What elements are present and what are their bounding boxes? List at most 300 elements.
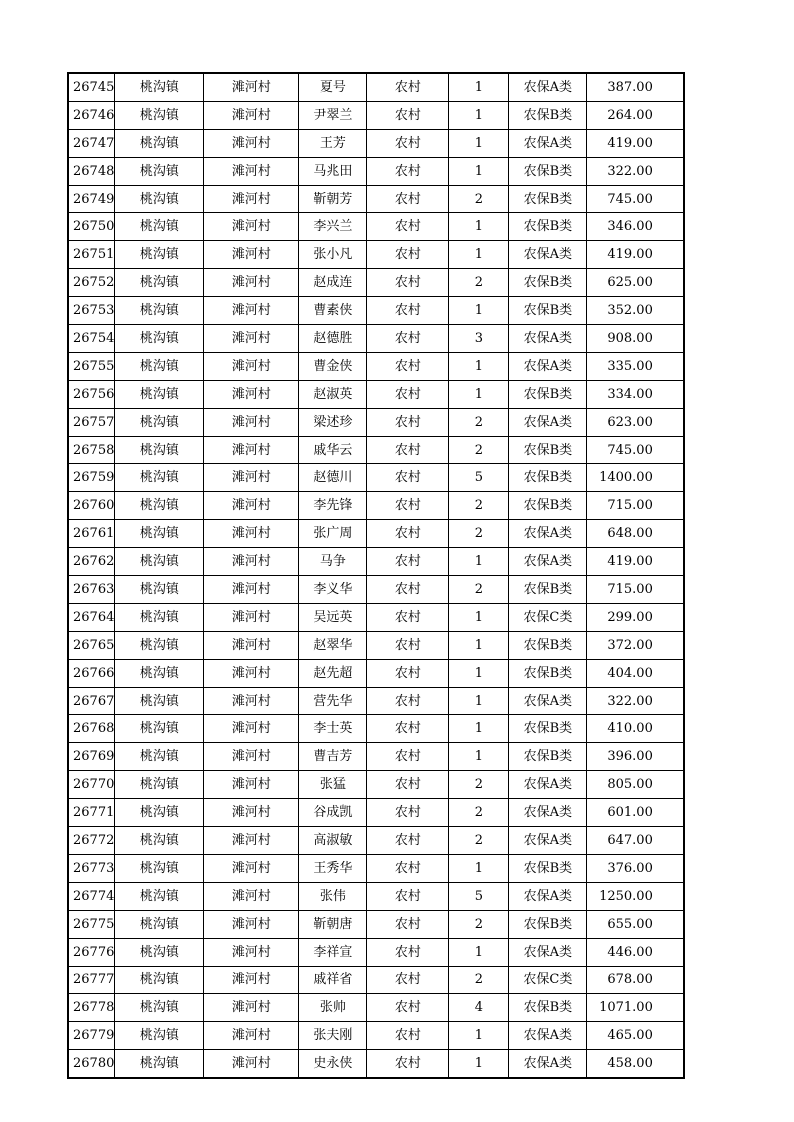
cell-record-id: 26773 xyxy=(68,854,115,882)
cell-household-type: 农村 xyxy=(367,799,449,827)
cell-amount: 647.00 xyxy=(587,827,684,855)
cell-member-count: 2 xyxy=(449,910,509,938)
cell-household-type: 农村 xyxy=(367,966,449,994)
cell-name: 赵德川 xyxy=(299,464,367,492)
cell-record-id: 26760 xyxy=(68,492,115,520)
cell-household-type: 农村 xyxy=(367,241,449,269)
cell-member-count: 1 xyxy=(449,938,509,966)
cell-village: 滩河村 xyxy=(204,380,299,408)
cell-amount: 419.00 xyxy=(587,241,684,269)
cell-amount: 396.00 xyxy=(587,743,684,771)
cell-town: 桃沟镇 xyxy=(115,994,204,1022)
cell-town: 桃沟镇 xyxy=(115,576,204,604)
cell-village: 滩河村 xyxy=(204,520,299,548)
cell-amount: 335.00 xyxy=(587,352,684,380)
cell-insurance-class: 农保A类 xyxy=(509,1022,587,1050)
cell-record-id: 26746 xyxy=(68,101,115,129)
cell-town: 桃沟镇 xyxy=(115,436,204,464)
cell-name: 张广周 xyxy=(299,520,367,548)
cell-insurance-class: 农保B类 xyxy=(509,297,587,325)
cell-village: 滩河村 xyxy=(204,408,299,436)
cell-insurance-class: 农保B类 xyxy=(509,213,587,241)
cell-name: 戚华云 xyxy=(299,436,367,464)
cell-name: 高淑敏 xyxy=(299,827,367,855)
cell-village: 滩河村 xyxy=(204,213,299,241)
cell-amount: 352.00 xyxy=(587,297,684,325)
table-row xyxy=(68,297,684,325)
table-row xyxy=(68,548,684,576)
cell-insurance-class: 农保A类 xyxy=(509,129,587,157)
cell-record-id: 26765 xyxy=(68,631,115,659)
cell-name: 赵先超 xyxy=(299,659,367,687)
table-row xyxy=(68,966,684,994)
cell-insurance-class: 农保A类 xyxy=(509,827,587,855)
table-row xyxy=(68,185,684,213)
cell-town: 桃沟镇 xyxy=(115,380,204,408)
cell-record-id: 26772 xyxy=(68,827,115,855)
cell-record-id: 26758 xyxy=(68,436,115,464)
cell-household-type: 农村 xyxy=(367,101,449,129)
table-row xyxy=(68,129,684,157)
cell-member-count: 1 xyxy=(449,854,509,882)
cell-household-type: 农村 xyxy=(367,994,449,1022)
cell-household-type: 农村 xyxy=(367,882,449,910)
table-row xyxy=(68,492,684,520)
cell-household-type: 农村 xyxy=(367,380,449,408)
table-row xyxy=(68,631,684,659)
cell-name: 李士英 xyxy=(299,715,367,743)
cell-town: 桃沟镇 xyxy=(115,520,204,548)
cell-village: 滩河村 xyxy=(204,129,299,157)
cell-town: 桃沟镇 xyxy=(115,352,204,380)
cell-insurance-class: 农保B类 xyxy=(509,157,587,185)
cell-village: 滩河村 xyxy=(204,715,299,743)
cell-town: 桃沟镇 xyxy=(115,269,204,297)
cell-name: 马兆田 xyxy=(299,157,367,185)
cell-name: 赵成连 xyxy=(299,269,367,297)
cell-name: 靳朝芳 xyxy=(299,185,367,213)
cell-village: 滩河村 xyxy=(204,464,299,492)
cell-name: 谷成凯 xyxy=(299,799,367,827)
cell-record-id: 26754 xyxy=(68,325,115,353)
cell-name: 赵翠华 xyxy=(299,631,367,659)
table-row xyxy=(68,325,684,353)
table-row xyxy=(68,687,684,715)
cell-household-type: 农村 xyxy=(367,1022,449,1050)
cell-record-id: 26751 xyxy=(68,241,115,269)
cell-amount: 322.00 xyxy=(587,157,684,185)
cell-name: 赵淑英 xyxy=(299,380,367,408)
cell-name: 李兴兰 xyxy=(299,213,367,241)
cell-insurance-class: 农保B类 xyxy=(509,380,587,408)
cell-village: 滩河村 xyxy=(204,827,299,855)
table-row xyxy=(68,380,684,408)
cell-member-count: 1 xyxy=(449,743,509,771)
table-row xyxy=(68,464,684,492)
cell-amount: 458.00 xyxy=(587,1050,684,1078)
cell-amount: 655.00 xyxy=(587,910,684,938)
cell-name: 曹素侠 xyxy=(299,297,367,325)
table-row xyxy=(68,854,684,882)
cell-record-id: 26774 xyxy=(68,882,115,910)
cell-insurance-class: 农保B类 xyxy=(509,464,587,492)
cell-member-count: 5 xyxy=(449,464,509,492)
cell-insurance-class: 农保A类 xyxy=(509,1050,587,1078)
cell-name: 曹吉芳 xyxy=(299,743,367,771)
table-row xyxy=(68,436,684,464)
cell-name: 张伟 xyxy=(299,882,367,910)
cell-member-count: 2 xyxy=(449,966,509,994)
cell-town: 桃沟镇 xyxy=(115,659,204,687)
cell-member-count: 2 xyxy=(449,269,509,297)
cell-name: 史永侠 xyxy=(299,1050,367,1078)
cell-household-type: 农村 xyxy=(367,297,449,325)
cell-village: 滩河村 xyxy=(204,882,299,910)
cell-insurance-class: 农保A类 xyxy=(509,938,587,966)
cell-amount: 678.00 xyxy=(587,966,684,994)
cell-member-count: 1 xyxy=(449,548,509,576)
cell-name: 张猛 xyxy=(299,771,367,799)
table-row xyxy=(68,938,684,966)
cell-town: 桃沟镇 xyxy=(115,464,204,492)
cell-member-count: 2 xyxy=(449,436,509,464)
cell-member-count: 2 xyxy=(449,576,509,604)
cell-member-count: 1 xyxy=(449,101,509,129)
table-row xyxy=(68,269,684,297)
cell-household-type: 农村 xyxy=(367,352,449,380)
cell-insurance-class: 农保B类 xyxy=(509,269,587,297)
cell-town: 桃沟镇 xyxy=(115,882,204,910)
cell-town: 桃沟镇 xyxy=(115,743,204,771)
cell-record-id: 26757 xyxy=(68,408,115,436)
cell-insurance-class: 农保A类 xyxy=(509,520,587,548)
cell-insurance-class: 农保B类 xyxy=(509,994,587,1022)
table-row xyxy=(68,73,684,101)
cell-record-id: 26745 xyxy=(68,73,115,101)
cell-insurance-class: 农保A类 xyxy=(509,687,587,715)
cell-household-type: 农村 xyxy=(367,631,449,659)
cell-town: 桃沟镇 xyxy=(115,157,204,185)
cell-member-count: 2 xyxy=(449,520,509,548)
cell-insurance-class: 农保C类 xyxy=(509,603,587,631)
cell-town: 桃沟镇 xyxy=(115,1022,204,1050)
cell-household-type: 农村 xyxy=(367,938,449,966)
cell-village: 滩河村 xyxy=(204,548,299,576)
cell-amount: 625.00 xyxy=(587,269,684,297)
cell-village: 滩河村 xyxy=(204,631,299,659)
cell-record-id: 26753 xyxy=(68,297,115,325)
cell-amount: 299.00 xyxy=(587,603,684,631)
cell-insurance-class: 农保B类 xyxy=(509,715,587,743)
cell-town: 桃沟镇 xyxy=(115,129,204,157)
cell-record-id: 26761 xyxy=(68,520,115,548)
cell-amount: 334.00 xyxy=(587,380,684,408)
cell-record-id: 26749 xyxy=(68,185,115,213)
cell-record-id: 26776 xyxy=(68,938,115,966)
cell-name: 张小凡 xyxy=(299,241,367,269)
cell-amount: 410.00 xyxy=(587,715,684,743)
cell-member-count: 1 xyxy=(449,1050,509,1078)
cell-member-count: 1 xyxy=(449,631,509,659)
cell-village: 滩河村 xyxy=(204,157,299,185)
cell-village: 滩河村 xyxy=(204,297,299,325)
cell-member-count: 1 xyxy=(449,659,509,687)
cell-household-type: 农村 xyxy=(367,771,449,799)
cell-town: 桃沟镇 xyxy=(115,715,204,743)
cell-town: 桃沟镇 xyxy=(115,631,204,659)
cell-town: 桃沟镇 xyxy=(115,799,204,827)
cell-insurance-class: 农保B类 xyxy=(509,854,587,882)
cell-village: 滩河村 xyxy=(204,799,299,827)
table-row xyxy=(68,715,684,743)
cell-insurance-class: 农保A类 xyxy=(509,73,587,101)
cell-record-id: 26778 xyxy=(68,994,115,1022)
cell-name: 夏号 xyxy=(299,73,367,101)
cell-name: 张帅 xyxy=(299,994,367,1022)
cell-name: 赵德胜 xyxy=(299,325,367,353)
cell-record-id: 26764 xyxy=(68,603,115,631)
cell-member-count: 1 xyxy=(449,73,509,101)
cell-record-id: 26759 xyxy=(68,464,115,492)
cell-record-id: 26755 xyxy=(68,352,115,380)
cell-record-id: 26768 xyxy=(68,715,115,743)
cell-village: 滩河村 xyxy=(204,994,299,1022)
cell-household-type: 农村 xyxy=(367,603,449,631)
cell-town: 桃沟镇 xyxy=(115,213,204,241)
cell-record-id: 26770 xyxy=(68,771,115,799)
cell-village: 滩河村 xyxy=(204,687,299,715)
cell-member-count: 1 xyxy=(449,603,509,631)
cell-amount: 419.00 xyxy=(587,129,684,157)
table-row xyxy=(68,352,684,380)
cell-member-count: 1 xyxy=(449,687,509,715)
cell-member-count: 1 xyxy=(449,352,509,380)
table-row xyxy=(68,213,684,241)
cell-household-type: 农村 xyxy=(367,185,449,213)
cell-name: 曹金侠 xyxy=(299,352,367,380)
cell-town: 桃沟镇 xyxy=(115,325,204,353)
cell-town: 桃沟镇 xyxy=(115,771,204,799)
cell-town: 桃沟镇 xyxy=(115,297,204,325)
cell-insurance-class: 农保B类 xyxy=(509,185,587,213)
cell-member-count: 1 xyxy=(449,213,509,241)
cell-member-count: 2 xyxy=(449,185,509,213)
data-table xyxy=(67,72,685,1079)
cell-member-count: 2 xyxy=(449,799,509,827)
cell-town: 桃沟镇 xyxy=(115,492,204,520)
cell-household-type: 农村 xyxy=(367,213,449,241)
cell-name: 尹翠兰 xyxy=(299,101,367,129)
cell-household-type: 农村 xyxy=(367,659,449,687)
cell-record-id: 26762 xyxy=(68,548,115,576)
cell-household-type: 农村 xyxy=(367,520,449,548)
cell-household-type: 农村 xyxy=(367,548,449,576)
cell-household-type: 农村 xyxy=(367,854,449,882)
cell-household-type: 农村 xyxy=(367,576,449,604)
cell-village: 滩河村 xyxy=(204,241,299,269)
cell-amount: 805.00 xyxy=(587,771,684,799)
cell-household-type: 农村 xyxy=(367,325,449,353)
cell-member-count: 2 xyxy=(449,771,509,799)
cell-town: 桃沟镇 xyxy=(115,101,204,129)
table-row xyxy=(68,241,684,269)
cell-record-id: 26769 xyxy=(68,743,115,771)
cell-town: 桃沟镇 xyxy=(115,687,204,715)
table-row xyxy=(68,910,684,938)
cell-member-count: 1 xyxy=(449,157,509,185)
cell-town: 桃沟镇 xyxy=(115,966,204,994)
cell-insurance-class: 农保A类 xyxy=(509,771,587,799)
cell-amount: 715.00 xyxy=(587,576,684,604)
cell-village: 滩河村 xyxy=(204,325,299,353)
cell-record-id: 26767 xyxy=(68,687,115,715)
cell-insurance-class: 农保A类 xyxy=(509,548,587,576)
cell-record-id: 26748 xyxy=(68,157,115,185)
table-row xyxy=(68,799,684,827)
cell-amount: 648.00 xyxy=(587,520,684,548)
cell-name: 张夫刚 xyxy=(299,1022,367,1050)
cell-household-type: 农村 xyxy=(367,827,449,855)
cell-town: 桃沟镇 xyxy=(115,854,204,882)
cell-household-type: 农村 xyxy=(367,408,449,436)
cell-name: 吴远英 xyxy=(299,603,367,631)
cell-member-count: 1 xyxy=(449,380,509,408)
cell-town: 桃沟镇 xyxy=(115,73,204,101)
cell-name: 李义华 xyxy=(299,576,367,604)
cell-village: 滩河村 xyxy=(204,436,299,464)
cell-insurance-class: 农保C类 xyxy=(509,966,587,994)
cell-member-count: 4 xyxy=(449,994,509,1022)
cell-insurance-class: 农保A类 xyxy=(509,241,587,269)
cell-village: 滩河村 xyxy=(204,101,299,129)
cell-amount: 601.00 xyxy=(587,799,684,827)
cell-insurance-class: 农保B类 xyxy=(509,743,587,771)
cell-household-type: 农村 xyxy=(367,743,449,771)
cell-amount: 745.00 xyxy=(587,436,684,464)
cell-insurance-class: 农保A类 xyxy=(509,882,587,910)
cell-member-count: 2 xyxy=(449,408,509,436)
cell-household-type: 农村 xyxy=(367,910,449,938)
table-row xyxy=(68,659,684,687)
cell-member-count: 2 xyxy=(449,827,509,855)
cell-amount: 376.00 xyxy=(587,854,684,882)
cell-record-id: 26775 xyxy=(68,910,115,938)
cell-insurance-class: 农保A类 xyxy=(509,325,587,353)
cell-amount: 1400.00 xyxy=(587,464,684,492)
cell-village: 滩河村 xyxy=(204,659,299,687)
cell-member-count: 2 xyxy=(449,492,509,520)
cell-amount: 264.00 xyxy=(587,101,684,129)
cell-insurance-class: 农保B类 xyxy=(509,576,587,604)
cell-village: 滩河村 xyxy=(204,938,299,966)
cell-village: 滩河村 xyxy=(204,185,299,213)
cell-name: 王秀华 xyxy=(299,854,367,882)
cell-amount: 404.00 xyxy=(587,659,684,687)
table-row xyxy=(68,1022,684,1050)
cell-village: 滩河村 xyxy=(204,73,299,101)
cell-member-count: 1 xyxy=(449,241,509,269)
cell-amount: 446.00 xyxy=(587,938,684,966)
cell-name: 靳朝唐 xyxy=(299,910,367,938)
cell-amount: 715.00 xyxy=(587,492,684,520)
cell-insurance-class: 农保A类 xyxy=(509,352,587,380)
cell-village: 滩河村 xyxy=(204,269,299,297)
cell-record-id: 26763 xyxy=(68,576,115,604)
cell-record-id: 26777 xyxy=(68,966,115,994)
table-row xyxy=(68,101,684,129)
cell-town: 桃沟镇 xyxy=(115,548,204,576)
cell-household-type: 农村 xyxy=(367,436,449,464)
cell-village: 滩河村 xyxy=(204,352,299,380)
cell-village: 滩河村 xyxy=(204,854,299,882)
cell-member-count: 1 xyxy=(449,129,509,157)
cell-amount: 465.00 xyxy=(587,1022,684,1050)
cell-village: 滩河村 xyxy=(204,1022,299,1050)
cell-town: 桃沟镇 xyxy=(115,938,204,966)
cell-amount: 346.00 xyxy=(587,213,684,241)
cell-household-type: 农村 xyxy=(367,492,449,520)
cell-member-count: 5 xyxy=(449,882,509,910)
cell-village: 滩河村 xyxy=(204,910,299,938)
cell-village: 滩河村 xyxy=(204,966,299,994)
cell-amount: 322.00 xyxy=(587,687,684,715)
cell-amount: 908.00 xyxy=(587,325,684,353)
cell-household-type: 农村 xyxy=(367,269,449,297)
table-row xyxy=(68,827,684,855)
table-row xyxy=(68,882,684,910)
table-row xyxy=(68,771,684,799)
table-row xyxy=(68,520,684,548)
cell-name: 马争 xyxy=(299,548,367,576)
cell-record-id: 26756 xyxy=(68,380,115,408)
cell-amount: 1071.00 xyxy=(587,994,684,1022)
table-row xyxy=(68,603,684,631)
cell-household-type: 农村 xyxy=(367,157,449,185)
cell-member-count: 1 xyxy=(449,297,509,325)
cell-record-id: 26771 xyxy=(68,799,115,827)
table-row xyxy=(68,576,684,604)
cell-name: 李先锋 xyxy=(299,492,367,520)
cell-record-id: 26750 xyxy=(68,213,115,241)
cell-amount: 387.00 xyxy=(587,73,684,101)
cell-household-type: 农村 xyxy=(367,715,449,743)
cell-insurance-class: 农保B类 xyxy=(509,659,587,687)
cell-village: 滩河村 xyxy=(204,576,299,604)
cell-village: 滩河村 xyxy=(204,1050,299,1078)
cell-member-count: 1 xyxy=(449,1022,509,1050)
cell-record-id: 26780 xyxy=(68,1050,115,1078)
cell-amount: 419.00 xyxy=(587,548,684,576)
cell-town: 桃沟镇 xyxy=(115,910,204,938)
cell-household-type: 农村 xyxy=(367,1050,449,1078)
cell-name: 王芳 xyxy=(299,129,367,157)
cell-town: 桃沟镇 xyxy=(115,185,204,213)
table-row xyxy=(68,994,684,1022)
cell-name: 营先华 xyxy=(299,687,367,715)
cell-amount: 1250.00 xyxy=(587,882,684,910)
cell-amount: 623.00 xyxy=(587,408,684,436)
cell-insurance-class: 农保B类 xyxy=(509,910,587,938)
cell-name: 李祥宣 xyxy=(299,938,367,966)
cell-name: 戚祥省 xyxy=(299,966,367,994)
cell-amount: 372.00 xyxy=(587,631,684,659)
cell-town: 桃沟镇 xyxy=(115,1050,204,1078)
cell-insurance-class: 农保B类 xyxy=(509,436,587,464)
cell-record-id: 26766 xyxy=(68,659,115,687)
cell-village: 滩河村 xyxy=(204,492,299,520)
cell-insurance-class: 农保B类 xyxy=(509,492,587,520)
cell-village: 滩河村 xyxy=(204,603,299,631)
